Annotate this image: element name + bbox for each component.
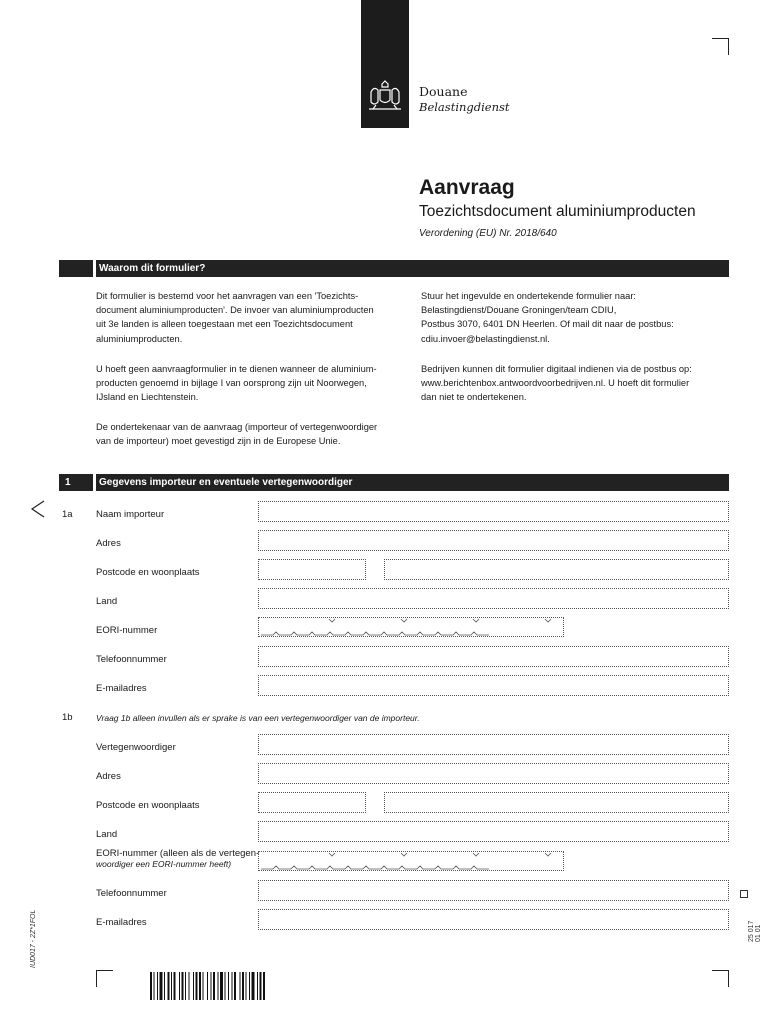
subsection-label: 1b — [62, 712, 73, 723]
intro-paragraph: U hoeft geen aanvraagformulier in te dienen wanneer de aluminium- producten genoemd in bijlage I van oorsprong zijn uit Noorwegen, IJsland en Liechtenstein. — [96, 364, 377, 403]
importer-name-input[interactable] — [258, 501, 729, 522]
representative-phone-label: Telefoonnummer — [96, 888, 167, 899]
marker-box — [740, 890, 748, 898]
importer-phone-label: Telefoonnummer — [96, 654, 167, 665]
crop-mark-bottom-left — [96, 970, 113, 987]
importer-city-input[interactable] — [384, 559, 729, 580]
representative-phone-input[interactable] — [258, 880, 729, 901]
form-version: 25 017 01 01 — [748, 920, 762, 942]
rijksoverheid-logo — [361, 0, 409, 128]
crop-mark-top-right — [712, 38, 729, 55]
page-subtitle: Toezichtsdocument aluminiumproducten — [419, 203, 696, 220]
intro-paragraph: Dit formulier is bestemd voor het aanvragen van een 'Toezichts- document aluminiumproducten'. De invoer van aluminiumproducten uit 3e landen is alleen toegestaan met een Toezichtsdocument aluminiumproducten. — [96, 291, 374, 344]
subsection-label: 1a — [62, 509, 73, 520]
importer-phone-input[interactable] — [258, 646, 729, 667]
org-subname: Belastingdienst — [419, 100, 510, 114]
importer-email-input[interactable] — [258, 675, 729, 696]
representative-country-input[interactable] — [258, 821, 729, 842]
subsection-note: Vraag 1b alleen invullen als er sprake is van een vertegenwoordiger van de importeur. — [96, 713, 420, 723]
representative-name-input[interactable] — [258, 734, 729, 755]
coat-of-arms-icon — [367, 80, 403, 114]
intro-heading-bar — [59, 260, 729, 277]
representative-eori-label — [96, 848, 259, 870]
representative-address-label: Adres — [96, 771, 121, 782]
representative-postcode-label: Postcode en woonplaats — [96, 800, 200, 811]
page-title: Aanvraag — [419, 176, 515, 199]
representative-address-input[interactable] — [258, 763, 729, 784]
importer-country-label: Land — [96, 596, 118, 607]
eori-label-line1: EORI-nummer (alleen als de vertegen- — [96, 848, 260, 859]
representative-city-input[interactable] — [384, 792, 729, 813]
importer-postcode-label: Postcode en woonplaats — [96, 567, 200, 578]
importer-address-input[interactable] — [258, 530, 729, 551]
representative-eori-input[interactable] — [258, 851, 564, 871]
section-number: 1 — [65, 477, 71, 488]
importer-eori-input[interactable] — [258, 617, 564, 637]
representative-email-input[interactable] — [258, 909, 729, 930]
org-name: Douane — [419, 84, 468, 99]
representative-name-label: Vertegenwoordiger — [96, 742, 176, 753]
representative-postcode-input[interactable] — [258, 792, 366, 813]
form-code: IUD017 - 2Z*1FOL — [30, 909, 37, 968]
section-1-heading-bar — [59, 474, 729, 491]
instructions-paragraph: Stuur het ingevulde en ondertekende formulier naar: Belastingdienst/Douane Groningen/team CDIU, Postbus 3070, 6401 DN Heerlen. Of mail dit naar de postbus: cdiu.invoer@belastingdienst.nl. — [421, 291, 674, 344]
section-heading: Gegevens importeur en eventuele vertegenwoordiger — [99, 477, 353, 488]
regulation-reference: Verordening (EU) Nr. 2018/640 — [419, 228, 557, 239]
importer-email-label: E-mailadres — [96, 683, 147, 694]
crop-mark-bottom-right — [712, 970, 729, 987]
intro-paragraph: De ondertekenaar van de aanvraag (importeur of vertegenwoordiger van de importeur) moet gevestigd zijn in de Europese Unie. — [96, 422, 378, 447]
barcode — [150, 972, 316, 1000]
importer-postcode-input[interactable] — [258, 559, 366, 580]
intro-heading: Waarom dit formulier? — [99, 263, 206, 274]
importer-country-input[interactable] — [258, 588, 729, 609]
eori-label-line2: woordiger een EORI-nummer heeft) — [96, 859, 232, 869]
chevron-left-icon — [30, 500, 46, 518]
importer-address-label: Adres — [96, 538, 121, 549]
representative-email-label: E-mailadres — [96, 917, 147, 928]
importer-eori-label: EORI-nummer — [96, 625, 158, 636]
importer-name-label: Naam importeur — [96, 509, 165, 520]
representative-country-label: Land — [96, 829, 118, 840]
instructions-paragraph: Bedrijven kunnen dit formulier digitaal indienen via de postbus op: www.berichtenbox.antwoordvoorbedrijven.nl. U hoeft dit formulier dan niet te ondertekenen. — [421, 364, 692, 403]
